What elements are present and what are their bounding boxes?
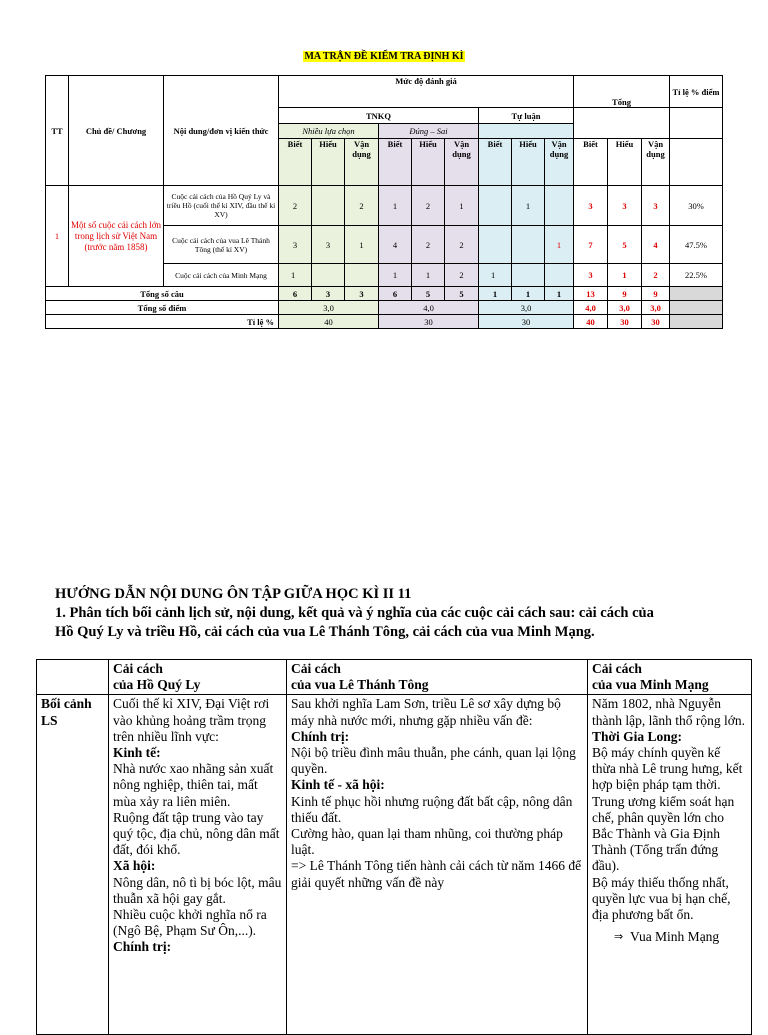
score-cell xyxy=(512,264,545,287)
total-cell: 4 xyxy=(642,226,670,264)
percent-cell: 30% xyxy=(670,186,723,226)
paragraph: Bộ máy thiếu thống nhất, quyền lực vua bị hạn chế, địa phương bất ổn. xyxy=(592,874,731,923)
sum-cell: 1 xyxy=(545,287,574,301)
header-ti-le: Tỉ lệ % điểm xyxy=(670,76,723,108)
percent-cell: 22.5% xyxy=(670,264,723,287)
score-cell: 1 xyxy=(512,186,545,226)
sum-total-cell: 9 xyxy=(608,287,642,301)
header-nhieu-lua-chon: Nhiều lựa chọn xyxy=(279,124,379,139)
group-percent: 30 xyxy=(379,315,479,329)
level-biet: Biết xyxy=(574,139,608,186)
score-cell: 1 xyxy=(379,186,412,226)
paragraph: => Lê Thánh Tông tiến hành cải cách từ năm 1466 để giải quyết những vấn đề này xyxy=(291,858,582,890)
reform-comparison-table xyxy=(36,659,752,1035)
total-cell: 3 xyxy=(642,186,670,226)
level-hieu: Hiểu xyxy=(512,139,545,186)
paragraph: Cường hào, quan lại tham nhũng, coi thường pháp luật. xyxy=(291,826,563,858)
header-ho-quy-ly: Cải cách của Hồ Quý Ly xyxy=(109,660,287,695)
paragraph: Chính trị: xyxy=(291,728,350,744)
paragraph: Vua Minh Mạng xyxy=(630,929,720,945)
paragraph: Sau khởi nghĩa Lam Sơn, triều Lê sơ xây dựng bộ máy nhà nước mới, nhưng gặp nhiều vấn đề: xyxy=(291,696,561,728)
score-cell: 2 xyxy=(445,226,479,264)
score-cell xyxy=(479,186,512,226)
ti-le-label: Tỉ lệ % xyxy=(46,315,279,329)
header-noi-dung: Nội dung/đơn vị kiến thức xyxy=(164,76,279,186)
group-score: 4,0 xyxy=(379,301,479,315)
col-minh-mang xyxy=(588,695,752,1035)
guide-title: HƯỚNG DẪN NỘI DUNG ÔN TẬP GIỮA HỌC KÌ II 11 xyxy=(55,586,412,602)
header-tong: Tổng xyxy=(574,76,670,108)
level-hieu: Hiểu xyxy=(608,139,642,186)
paragraph: Ruộng đất tập trung vào tay quý tộc, địa chủ, nông dân mất đất, đói khổ. xyxy=(113,809,280,858)
sum-total-cell: 30 xyxy=(608,315,642,329)
level-hieu: Hiểu xyxy=(312,139,345,186)
sum-cell: 5 xyxy=(445,287,479,301)
paragraph: Chính trị: xyxy=(113,939,172,955)
sum-total-cell: 40 xyxy=(574,315,608,329)
score-cell xyxy=(545,264,574,287)
arrow-bullet-icon: ⇒ xyxy=(614,931,624,944)
total-cell: 1 xyxy=(608,264,642,287)
score-cell xyxy=(479,226,512,264)
paragraph: Bộ máy chính quyền kế thừa nhà Lê trung hưng, kết hợp biện pháp tạm thời. xyxy=(592,745,743,793)
level-hieu: Hiểu xyxy=(412,139,445,186)
level-van-dung: Vận dụng xyxy=(345,139,379,186)
level-van-dung: Vận dụng xyxy=(545,139,574,186)
header-muc-do: Mức độ đánh giá xyxy=(279,76,574,108)
sum-cell: 6 xyxy=(379,287,412,301)
score-cell: 3 xyxy=(279,226,312,264)
content-cell: Cuộc cải cách của Hồ Quý Ly và triều Hồ (cuối thế kỉ XIV, đầu thế kỉ XV) xyxy=(164,186,279,226)
tong-so-diem-label: Tổng số điểm xyxy=(46,301,279,315)
corner-cell xyxy=(37,660,109,695)
group-score: 3,0 xyxy=(479,301,574,315)
paragraph: Xã hội: xyxy=(113,858,156,874)
header-tu-luan: Tự luận xyxy=(479,108,574,124)
sum-cell: 5 xyxy=(412,287,445,301)
score-cell: 2 xyxy=(345,186,379,226)
score-cell: 1 xyxy=(279,264,312,287)
score-cell: 3 xyxy=(312,226,345,264)
level-van-dung: Vận dụng xyxy=(445,139,479,186)
paragraph: Nội bộ triều đình mâu thuẫn, phe cánh, quan lại lộng quyền. xyxy=(291,745,576,777)
paragraph: Cuối thế kỉ XIV, Đại Việt rơi vào khủng hoảng trầm trọng trên nhiều lĩnh vực: xyxy=(113,696,270,744)
score-cell: 4 xyxy=(379,226,412,264)
sum-cell: 3 xyxy=(312,287,345,301)
col-ho-quy-ly xyxy=(109,695,287,1035)
paragraph: Trung ương kiểm soát hạn chế, phân quyền lớn cho Bắc Thành và Gia Định Thành (Tổng trấn đứng đầu). xyxy=(592,793,735,874)
paragraph: Kinh tế: xyxy=(113,745,161,761)
review-guide-heading xyxy=(55,585,735,642)
header-le-thanh-tong: Cải cách của vua Lê Thánh Tông xyxy=(287,660,588,695)
level-biet: Biết xyxy=(279,139,312,186)
paragraph: Kinh tế - xã hội: xyxy=(291,777,385,793)
sum-total-cell: 9 xyxy=(642,287,670,301)
score-cell xyxy=(312,186,345,226)
score-cell: 2 xyxy=(412,186,445,226)
content-cell: Cuộc cải cách của vua Lê Thánh Tông (thế kỉ XV) xyxy=(164,226,279,264)
score-cell: 1 xyxy=(445,186,479,226)
header-tnkq: TNKQ xyxy=(279,108,479,124)
total-cell: 5 xyxy=(608,226,642,264)
level-biet: Biết xyxy=(379,139,412,186)
topic-number: 1 xyxy=(46,186,69,287)
score-cell xyxy=(345,264,379,287)
header-tt: TT xyxy=(46,76,69,186)
tong-so-cau-label: Tổng số câu xyxy=(46,287,279,301)
group-percent: 30 xyxy=(479,315,574,329)
sum-total-cell: 3,0 xyxy=(642,301,670,315)
score-cell: 1 xyxy=(479,264,512,287)
paragraph: Kinh tế phục hồi nhưng ruộng đất bất cập, nông dân thiếu đất. xyxy=(291,793,573,825)
sum-cell: 6 xyxy=(279,287,312,301)
total-cell: 3 xyxy=(574,264,608,287)
level-biet: Biết xyxy=(479,139,512,186)
score-cell: 2 xyxy=(412,226,445,264)
sum-total-cell: 30 xyxy=(642,315,670,329)
sum-total-cell: 4,0 xyxy=(574,301,608,315)
group-score: 3,0 xyxy=(279,301,379,315)
guide-question-line-1: 1. Phân tích bối cảnh lịch sử, nội dung, kết quả và ý nghĩa của các cuộc cải cách sau: cải cách của xyxy=(55,605,654,621)
score-cell: 1 xyxy=(345,226,379,264)
score-cell: 1 xyxy=(379,264,412,287)
score-cell: 1 xyxy=(412,264,445,287)
score-cell: 1 xyxy=(545,226,574,264)
assessment-matrix-table xyxy=(45,75,723,329)
sum-total-cell: 13 xyxy=(574,287,608,301)
sum-total-cell: 3,0 xyxy=(608,301,642,315)
paragraph: Thời Gia Long: xyxy=(592,728,682,744)
matrix-title: MA TRẬN ĐỀ KIỂM TRA ĐỊNH KÌ xyxy=(304,51,464,62)
score-cell xyxy=(545,186,574,226)
paragraph: Nhà nước xao nhãng sản xuất nông nghiệp, thiên tai, mất mùa xảy ra liên miên. xyxy=(113,761,274,809)
header-chu-de: Chủ đề/ Chương xyxy=(69,76,164,186)
score-cell xyxy=(312,264,345,287)
score-cell: 2 xyxy=(279,186,312,226)
group-percent: 40 xyxy=(279,315,379,329)
total-cell: 3 xyxy=(608,186,642,226)
total-cell: 3 xyxy=(574,186,608,226)
paragraph: Nhiều cuộc khởi nghĩa nổ ra (Ngô Bệ, Phạm Sư Ôn,...). xyxy=(113,907,267,939)
col-le-thanh-tong xyxy=(287,695,588,1035)
topic-name: Một số cuộc cải cách lớn trong lịch sử Việt Nam (trước năm 1858) xyxy=(69,186,164,287)
row-label-boi-canh: Bối cảnh LS xyxy=(37,695,109,1035)
content-cell: Cuộc cải cách của Minh Mạng xyxy=(164,264,279,287)
paragraph: Nông dân, nô tì bị bóc lột, mâu thuẫn xã hội gay gắt. xyxy=(113,874,282,906)
guide-question-line-2: Hồ Quý Ly và triều Hồ, cải cách của vua Lê Thánh Tông, cải cách của vua Minh Mạng. xyxy=(55,624,595,640)
score-cell: 2 xyxy=(445,264,479,287)
sum-cell: 1 xyxy=(479,287,512,301)
percent-cell: 47.5% xyxy=(670,226,723,264)
level-van-dung: Vận dụng xyxy=(642,139,670,186)
sum-cell: 1 xyxy=(512,287,545,301)
total-cell: 2 xyxy=(642,264,670,287)
arrow-list-item xyxy=(592,929,747,945)
sum-cell: 3 xyxy=(345,287,379,301)
total-cell: 7 xyxy=(574,226,608,264)
paragraph: Năm 1802, nhà Nguyễn thành lập, lãnh thổ rộng lớn. xyxy=(592,696,745,728)
header-minh-mang: Cải cách của vua Minh Mạng xyxy=(588,660,752,695)
score-cell xyxy=(512,226,545,264)
header-dung-sai: Đúng – Sai xyxy=(379,124,479,139)
